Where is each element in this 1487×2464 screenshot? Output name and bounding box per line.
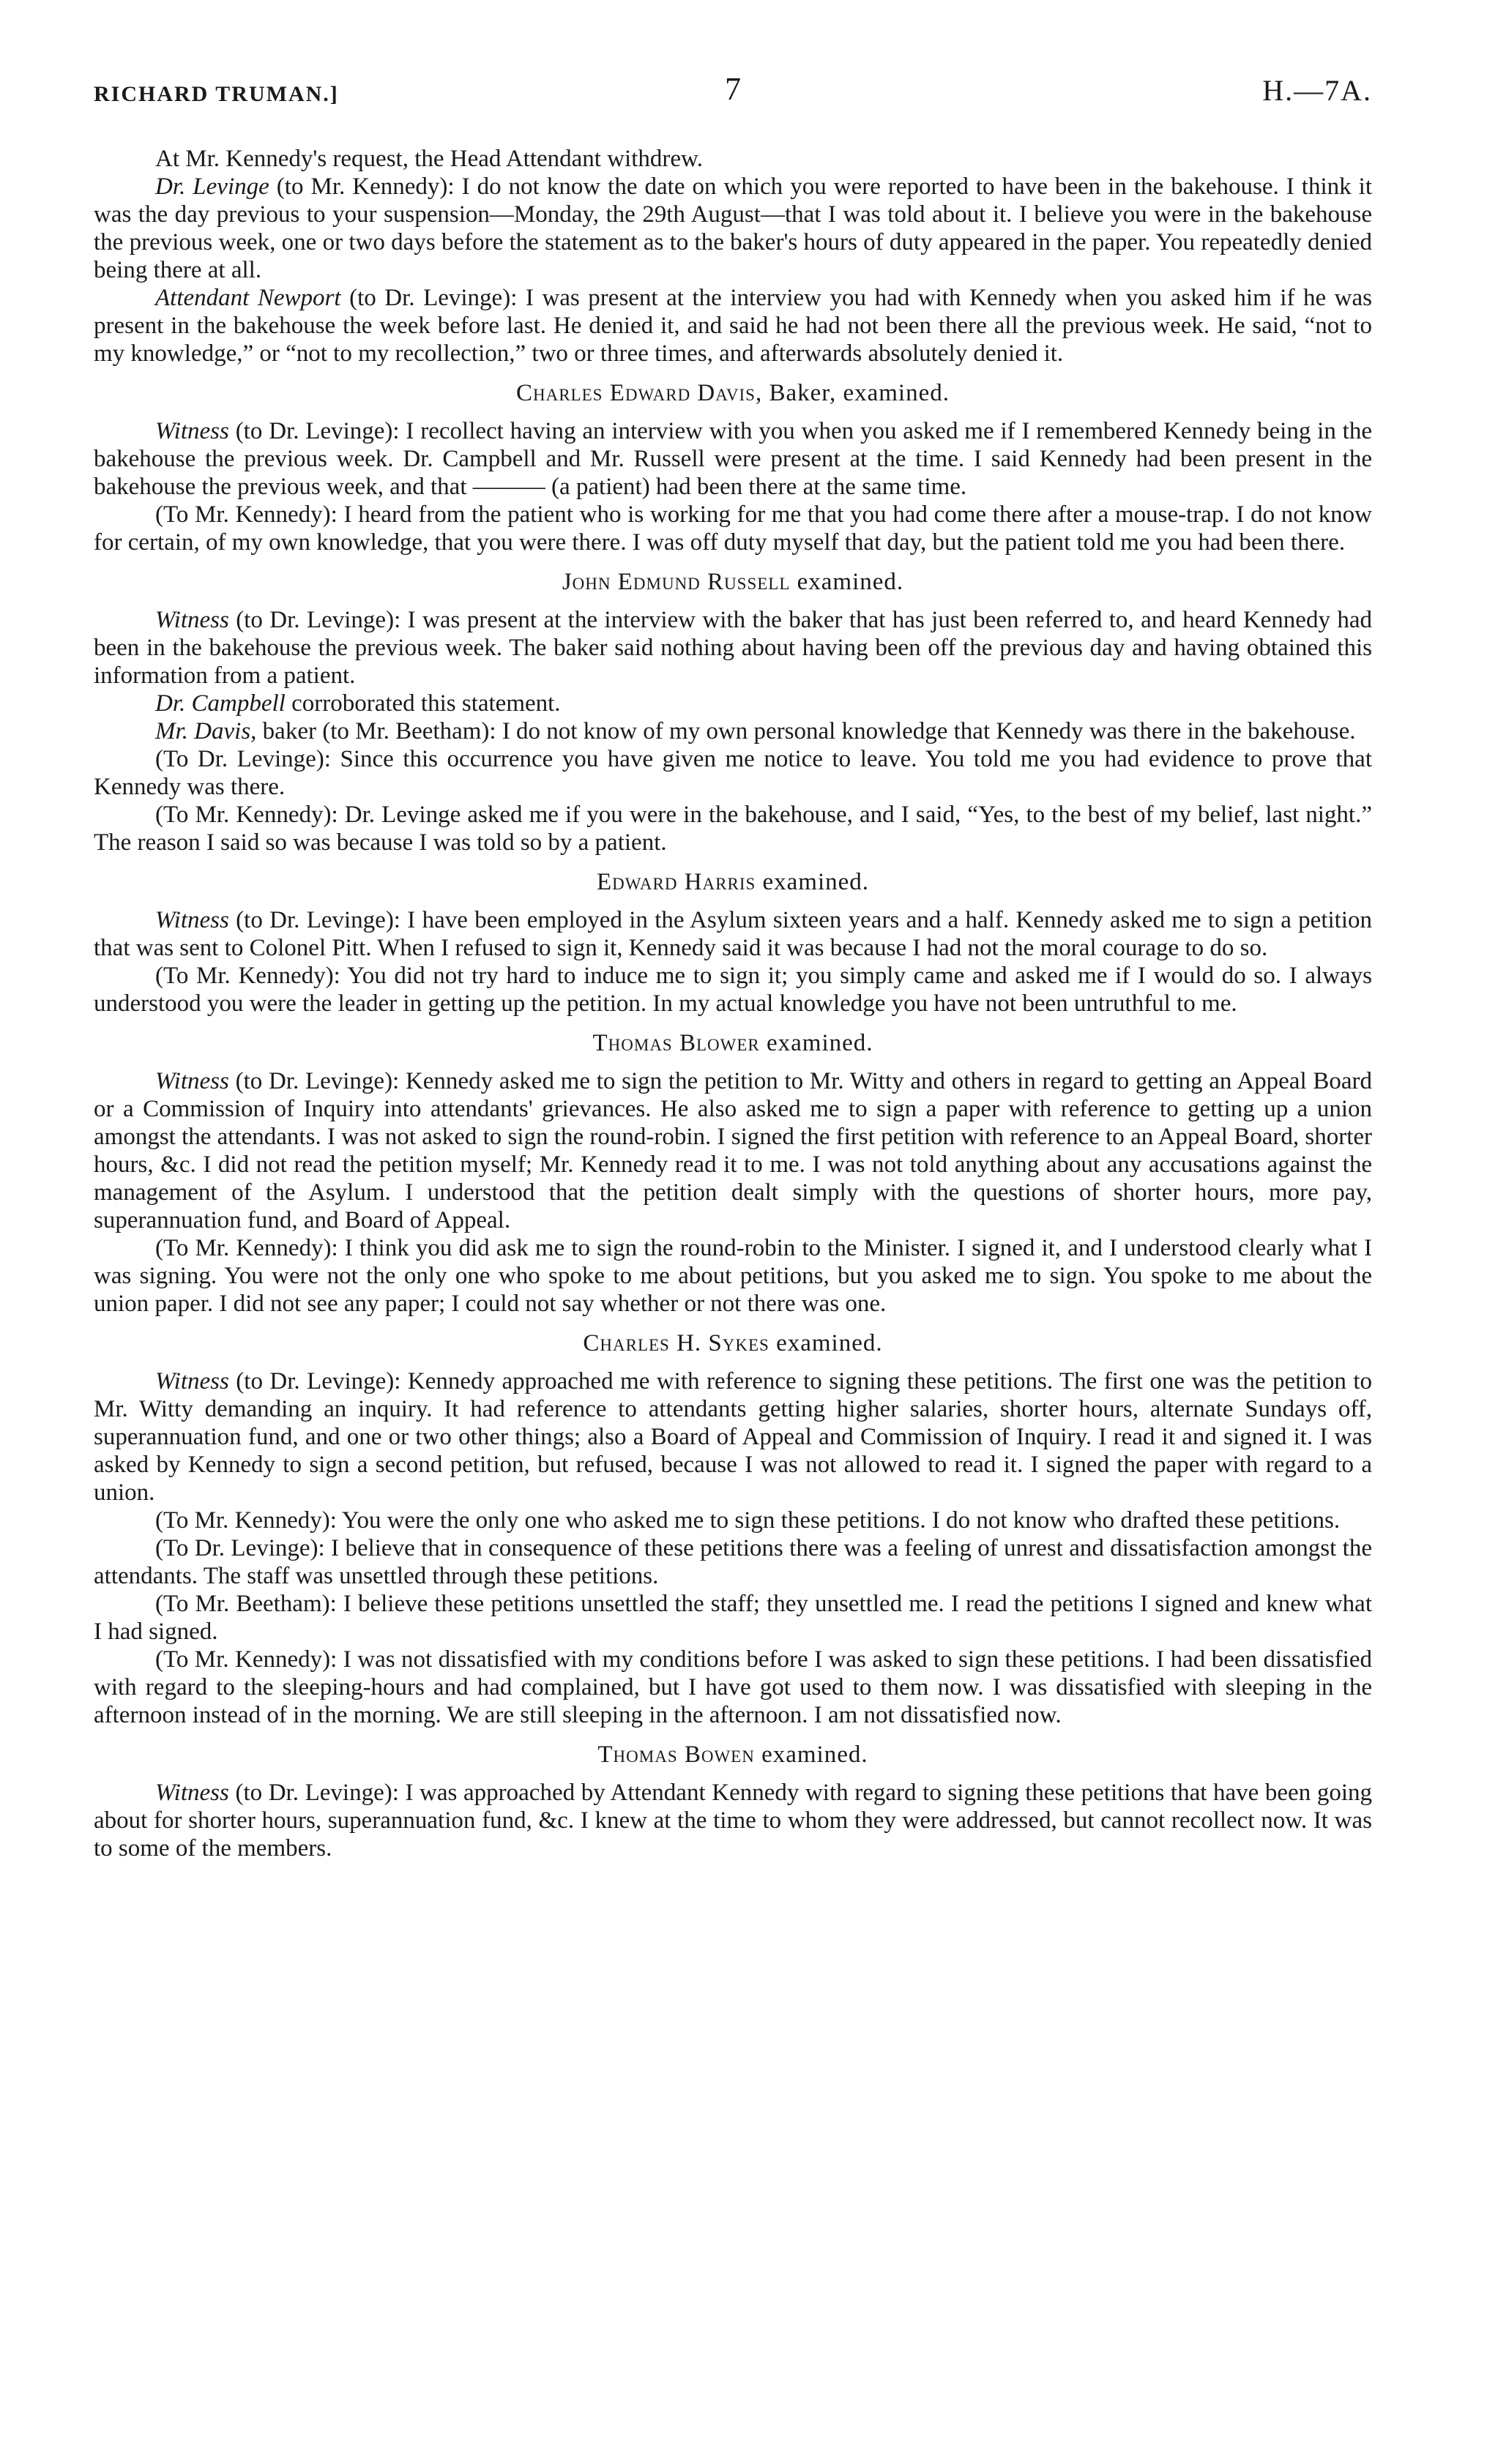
speaker-name: Witness (155, 607, 229, 633)
speaker-name: Witness (155, 418, 229, 444)
paragraph-text: (To Mr. Kennedy): I was not dissatisfied with my conditions before I was asked to sign these petitions. I had been dissatisfied with regard to the sleeping-hours and had complained, but I have got used to them now. I was dissatisfied with sleeping in the afternoon instead of in the morning. We are still sleeping in the afternoon. I am not dissatisfied now. (94, 1646, 1372, 1728)
testimony-paragraph (94, 145, 1372, 173)
testimony-paragraph (94, 801, 1372, 856)
paragraph-text: (To Mr. Kennedy): You did not try hard to induce me to sign it; you simply came and asked me if I would do so. I always understood you were the leader in getting up the petition. In my actual knowledge you have not been untruthful to me. (94, 963, 1372, 1017)
speaker-name: Dr. Campbell (155, 690, 286, 717)
witness-name: Charles Edward Davis (515, 380, 756, 406)
paragraph-text: (To Mr. Beetham): I believe these petitions unsettled the staff; they unsettled me. I read the petitions I signed and knew what I had signed. (94, 1591, 1372, 1645)
paragraph-text: (to Dr. Levinge): Kennedy approached me with reference to signing these petitions. The first one was the petition to Mr. Witty demanding an inquiry. It had reference to attendants getting higher salaries, shorter hours, alternate Sundays off, superannuation fund, and one or two other things; also a Board of Appeal and Commission of Inquiry. I read it and signed it. I was asked by Kennedy to sign a second petition, but refused, because I was not allowed to read it. I signed the paper with regard to a union. (94, 1368, 1372, 1506)
paragraph-text: (to Dr. Levinge): I recollect having an interview with you when you asked me if I remembered Kennedy being in the bakehouse the previous week. Dr. Campbell and Mr. Russell were present at the time. I said Kennedy had been present in the bakehouse the previous week, and that ——— (a patient) had been there at the same time. (94, 418, 1372, 500)
paragraph-text: (To Mr. Kennedy): You were the only one who asked me to sign these petitions. I do not know who drafted these petitions. (155, 1507, 1341, 1534)
paragraph-text: corroborated this statement. (285, 690, 561, 717)
heading-text: examined. (756, 869, 870, 895)
heading-text: examined. (790, 569, 904, 595)
witness-name: Thomas Bowen (597, 1741, 755, 1768)
testimony-paragraph (94, 173, 1372, 284)
testimony-paragraph (94, 501, 1372, 556)
speaker-name: Mr. Davis, (155, 718, 257, 744)
witness-name: Edward Harris (596, 869, 756, 895)
page-number: 7 (725, 71, 741, 107)
heading-text: , Baker, examined. (755, 380, 950, 406)
paragraph-text: baker (to Mr. Beetham): I do not know of my own personal knowledge that Kennedy was there in the bakehouse. (256, 718, 1356, 744)
witness-heading (94, 868, 1372, 896)
testimony-paragraph (94, 1067, 1372, 1234)
testimony-paragraph (94, 1590, 1372, 1646)
testimony-paragraph (94, 906, 1372, 962)
witness-name: Charles H. Sykes (583, 1330, 769, 1356)
document-reference: H.—7A. (1262, 74, 1372, 107)
speaker-name: Witness (155, 907, 229, 933)
paragraph-text: (to Dr. Levinge): I have been employed in the Asylum sixteen years and a half. Kennedy asked me to sign a petition that was sent to Colonel Pitt. When I refused to sign it, Kennedy said it was because I had not the moral courage to do so. (94, 907, 1372, 961)
speaker-name: Witness (155, 1368, 229, 1395)
testimony-paragraph (94, 1534, 1372, 1590)
paragraph-text: (To Dr. Levinge): I believe that in consequence of these petitions there was a feeling of unrest and dissatisfaction amongst the attendants. The staff was unsettled through these petitions. (94, 1535, 1372, 1589)
document-page (94, 67, 1372, 1862)
witness-name: John Edmund Russell (562, 569, 791, 595)
running-head-left: RICHARD TRUMAN.] (94, 82, 339, 106)
testimony-paragraph (94, 417, 1372, 501)
speaker-name: Witness (155, 1780, 229, 1806)
testimony-paragraph (94, 745, 1372, 801)
paragraph-text: (to Dr. Levinge): Kennedy asked me to sign the petition to Mr. Witty and others in regard to getting an Appeal Board or a Commission of Inquiry into attendants' grievances. He also asked me to sign a paper with reference to getting up a union amongst the attendants. I was not asked to sign the round-robin. I signed the first petition with reference to an Appeal Board, shorter hours, &c. I did not read the petition myself; Mr. Kennedy read it to me. I was not told anything about any accusations against the management of the Asylum. I understood that the petition dealt simply with the questions of shorter hours, more pay, superannuation fund, and Board of Appeal. (94, 1068, 1372, 1233)
speaker-name: Witness (155, 1068, 229, 1094)
testimony-paragraph (94, 1367, 1372, 1507)
paragraph-text: (To Mr. Kennedy): Dr. Levinge asked me if you were in the bakehouse, and I said, “Yes, to the best of my belief, last night.” The reason I said so was because I was told so by a patient. (94, 802, 1372, 856)
witness-name: Thomas Blower (592, 1030, 760, 1056)
testimony-paragraph (94, 1779, 1372, 1862)
paragraph-text: (To Dr. Levinge): Since this occurrence you have given me notice to leave. You told me you had evidence to prove that Kennedy was there. (94, 746, 1372, 800)
heading-text: examined. (759, 1030, 873, 1056)
body-text (94, 145, 1372, 1862)
speaker-name: Dr. Levinge (155, 173, 269, 200)
witness-heading (94, 1741, 1372, 1769)
heading-text: examined. (754, 1741, 868, 1768)
witness-heading (94, 568, 1372, 596)
paragraph-text: (To Mr. Kennedy): I think you did ask me to sign the round-robin to the Minister. I signed it, and I understood clearly what I was signing. You were not the only one who spoke to me about petitions, but you asked me to sign. You spoke to me about the union paper. I did not see any paper; I could not say whether or not there was one. (94, 1235, 1372, 1317)
heading-text: examined. (769, 1330, 883, 1356)
witness-heading (94, 379, 1372, 407)
testimony-paragraph (94, 1234, 1372, 1318)
paragraph-text: (to Dr. Levinge): I was approached by Attendant Kennedy with regard to signing these petitions that have been going about for shorter hours, superannuation fund, &c. I knew at the time to whom they were addressed, but cannot recollect now. It was to some of the members. (94, 1780, 1372, 1862)
testimony-paragraph (94, 962, 1372, 1018)
testimony-paragraph (94, 690, 1372, 717)
testimony-paragraph (94, 1646, 1372, 1729)
paragraph-text: (to Dr. Levinge): I was present at the interview with the baker that has just been referred to, and heard Kennedy had been in the bakehouse the previous week. The baker said nothing about having been off the previous day and having obtained this information from a patient. (94, 607, 1372, 689)
testimony-paragraph (94, 1507, 1372, 1534)
paragraph-text: (To Mr. Kennedy): I heard from the patient who is working for me that you had come there after a mouse-trap. I do not know for certain, of my own knowledge, that you were there. I was off duty myself that day, but the patient told me you had been there. (94, 501, 1372, 556)
paragraph-text: At Mr. Kennedy's request, the Head Attendant withdrew. (155, 146, 703, 172)
witness-heading (94, 1029, 1372, 1057)
paragraph-text: (to Mr. Kennedy): I do not know the date on which you were reported to have been in the bakehouse. I think it was the day previous to your suspension—Monday, the 29th August—that I was told about it. I believe you were in the bakehouse the previous week, one or two days before the statement as to the baker's hours of duty appeared in the paper. You repeatedly denied being there at all. (94, 173, 1373, 283)
testimony-paragraph (94, 284, 1372, 367)
page-header (94, 67, 1372, 119)
testimony-paragraph (94, 606, 1372, 690)
testimony-paragraph (94, 717, 1372, 745)
witness-heading (94, 1329, 1372, 1357)
speaker-name: Attendant Newport (155, 285, 341, 311)
paragraph-text: (to Dr. Levinge): I was present at the interview you had with Kennedy when you asked him if he was present in the bakehouse the week before last. He denied it, and said he had not been there all the previous week. He said, “not to my knowledge,” or “not to my recollection,” two or three times, and afterwards absolutely denied it. (94, 285, 1372, 367)
